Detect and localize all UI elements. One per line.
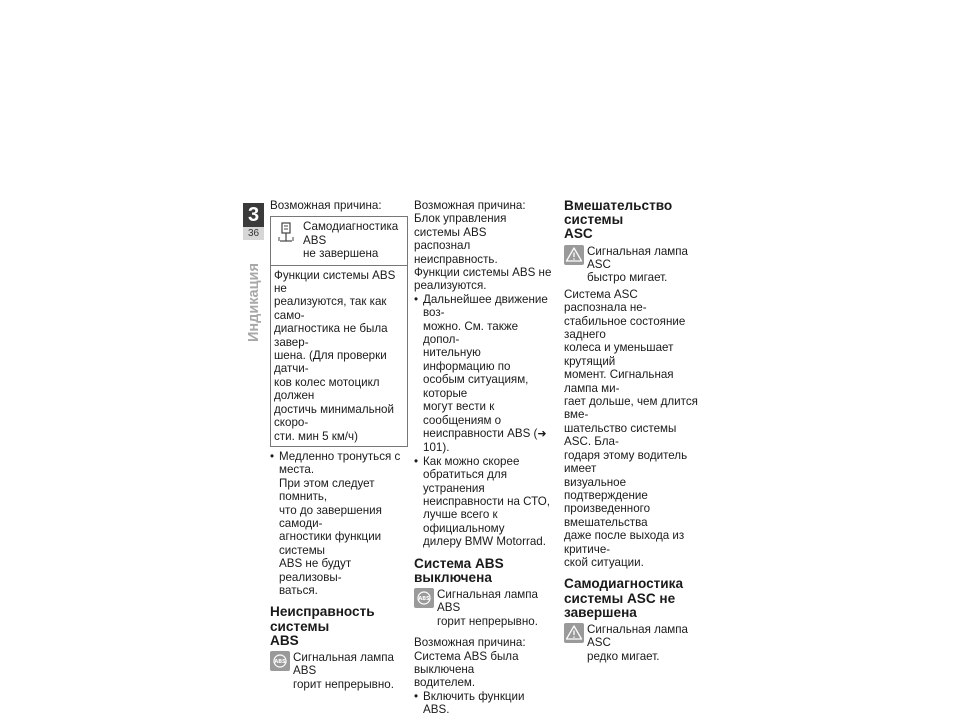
text-line: Функции системы ABS не (274, 268, 396, 296)
box-head-line: Самодиагностика ABS (303, 220, 399, 247)
text-line: шательство системы ASC. Бла- (564, 421, 677, 449)
chapter-title: Индикация (246, 263, 262, 342)
text-line: произведенного вмешательства (564, 502, 651, 529)
abs-warning-lamp-icon (414, 588, 434, 608)
text-line: Медленно тронуться с места. (279, 449, 401, 477)
lamp-row (564, 245, 700, 285)
text-line: Система ASC распознала не- (564, 287, 647, 315)
lamp-text: горит непрерывно. (293, 677, 394, 691)
text-line: можно. См. также допол- (423, 319, 519, 347)
abs-warning-lamp-icon (270, 651, 290, 671)
text-line: водителем. (414, 676, 476, 690)
cause-label: Возможная причина: (270, 199, 382, 212)
svg-text:ABS: ABS (418, 595, 430, 602)
text-line: стабильное состояние заднего (564, 314, 686, 342)
lamp-text: быстро мигает. (587, 271, 668, 285)
text-line: реализуются, так как само- (274, 295, 387, 322)
text-line: ABS не будут реализовы- (279, 557, 352, 584)
heading-line: завершена (564, 604, 637, 620)
text-line: обратиться для устранения (423, 468, 507, 495)
cause-label: Возможная причина: (414, 199, 526, 212)
text-line: могут вести к сообщениям о (423, 400, 502, 427)
bullet-dot: • (414, 454, 419, 468)
lamp-text: Сигнальная лампа ASC (587, 244, 688, 272)
page-number: 36 (243, 227, 264, 240)
lamp-text: Сигнальная лампа ASC (587, 622, 688, 650)
cause-label: Возможная причина: (414, 636, 526, 650)
bullet-dot: • (414, 689, 419, 703)
text-line: Как можно скорее (423, 454, 520, 468)
chapter-number: 3 (247, 204, 260, 226)
text-line: достичь минимальной скоро- (274, 402, 394, 430)
bullet-item (270, 450, 408, 597)
bullet-item (414, 293, 554, 455)
text-line: агностики функции системы (279, 530, 382, 557)
heading-line: Самодиагностика (564, 576, 684, 592)
text-line: Функции системы ABS не (414, 266, 552, 280)
text-line: диагностика не была завер- (274, 322, 388, 349)
heading-line: Неисправность системы (270, 604, 375, 634)
text-line: что до завершения самоди- (279, 503, 382, 530)
chapter-tab (243, 203, 264, 240)
svg-text:ABS: ABS (274, 658, 286, 665)
bullet-item (414, 455, 554, 549)
text-line: шена. (Для проверки датчи- (274, 349, 387, 376)
info-box (270, 216, 408, 447)
column-1 (270, 199, 408, 694)
lamp-row (414, 588, 554, 628)
lamp-row (270, 651, 408, 691)
asc-warning-lamp-icon (564, 623, 584, 643)
bullet-item (414, 690, 554, 717)
text-line: даже после выхода из критиче- (564, 529, 685, 556)
text-line: распознал неисправность. (414, 239, 498, 266)
text-line: колеса и уменьшает крутящий (564, 341, 674, 368)
text-line: визуальное подтверждение (564, 475, 648, 502)
asc-warning-lamp-icon (564, 245, 584, 265)
text-line: ваться. (279, 583, 318, 597)
text-line: реализуются. (414, 279, 487, 293)
section-heading (564, 199, 700, 242)
page-reference-arrow-icon: ➜ (537, 427, 547, 440)
bullet-dot: • (414, 292, 419, 306)
text-line: Включить функции ABS. (423, 689, 525, 717)
column-3 (564, 199, 700, 666)
text-line: ской ситуации. (564, 555, 644, 569)
text-line: момент. Сигнальная лампа ми- (564, 368, 674, 395)
section-heading: Система ABS выключена (414, 555, 504, 585)
lamp-text: Сигнальная лампа ABS (293, 650, 394, 678)
lamp-text: горит непрерывно. (437, 614, 538, 628)
text-line: годаря этому водитель имеет (564, 448, 688, 476)
text-line: ков колес мотоцикл должен (274, 375, 380, 403)
info-box-body (271, 266, 407, 446)
text-line: При этом следует помнить, (279, 476, 375, 504)
heading-line: Вмешательство системы (564, 198, 673, 228)
heading-line: системы ASC не (564, 590, 676, 606)
lamp-text: редко мигает. (587, 649, 660, 663)
section-heading (564, 577, 700, 620)
heading-line: ASC (564, 226, 593, 242)
sensor-icon (275, 220, 297, 248)
text-line: нительную информацию по (423, 346, 511, 373)
text-line: Дальнейшее движение воз- (423, 292, 548, 320)
page-reference[interactable]: 101 (423, 441, 443, 455)
text-line: неисправности ABS (➜ 101). (423, 426, 547, 455)
text-fragment: неисправности ABS (423, 426, 531, 440)
text-line: гает дольше, чем длится вме- (564, 395, 698, 422)
lamp-text: Сигнальная лампа ABS (437, 587, 538, 615)
text-line: сти. мин 5 км/ч) (274, 429, 358, 443)
text-line: особым ситуациям, которые (423, 373, 529, 400)
box-head-line: не завершена (303, 247, 379, 261)
text-line: дилеру BMW Motorrad. (423, 535, 546, 549)
column-2 (414, 199, 554, 717)
section-heading (270, 605, 408, 648)
text-line: неисправности на СТО, (423, 494, 550, 508)
heading-line: ABS (270, 632, 299, 648)
text-line: лучше всего к официальному (423, 508, 505, 535)
info-box-header (271, 217, 407, 265)
bullet-dot: • (270, 449, 275, 463)
lamp-row (564, 623, 700, 663)
text-line: Система ABS была выключена (414, 649, 519, 676)
text-line: Блок управления системы ABS (414, 212, 507, 239)
